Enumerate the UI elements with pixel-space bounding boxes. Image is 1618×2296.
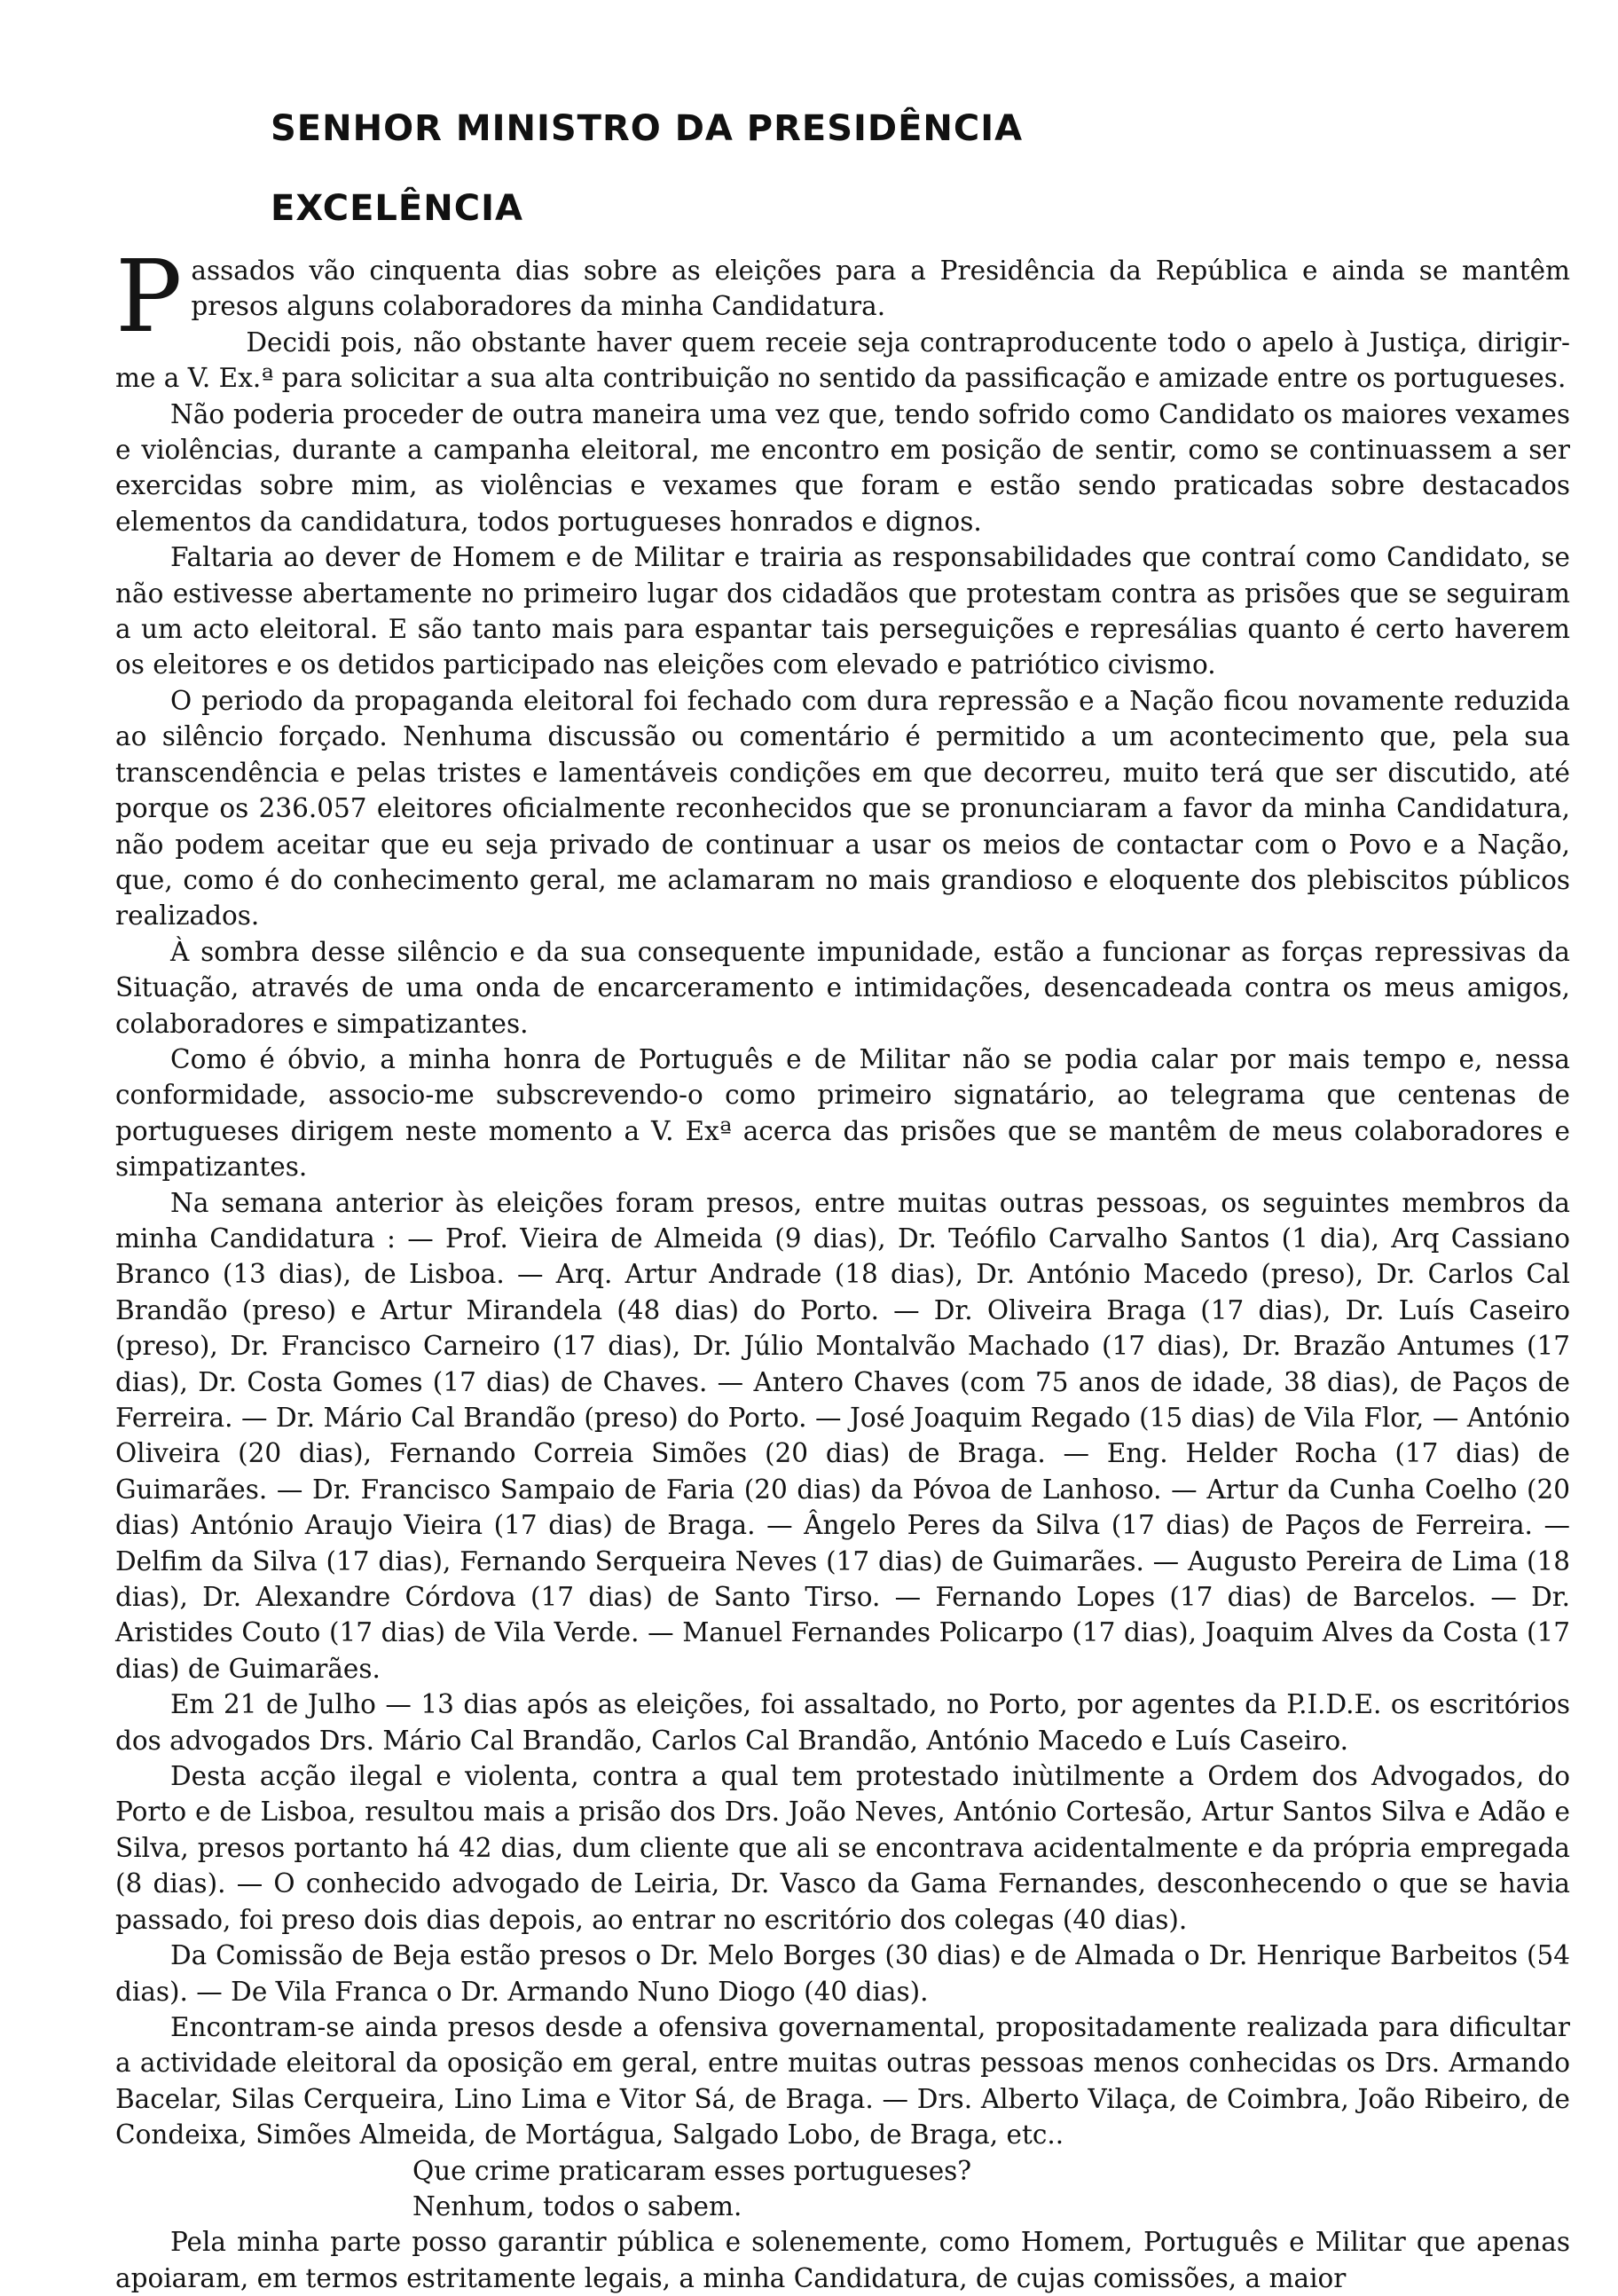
addressee-title: SENHOR MINISTRO DA PRESIDÊNCIA [271, 108, 1024, 149]
letter-header [271, 89, 1023, 248]
letter-body [115, 240, 1570, 2296]
paragraph: Encontram-se ainda presos desde a ofensiva governamental, propositadamente realizada para dificultar a actividade eleitoral da oposição em geral, entre muitas outras pessoas menos conhecidas os Drs. Armando Bacelar, Silas Cerqueira, Lino Lima e Vitor Sá, de Braga. — Drs. Alberto Vilaça, de Coimbra, João Ribeiro, de Condeixa, Simões Almeida, de Mortágua, Salgado Lobo, de Braga, etc.. [115, 2011, 1570, 2151]
paragraph: Na semana anterior às eleições foram presos, entre muitas outras pessoas, os seguintes membros da minha Candidatura : — Prof. Vieira de Almeida (9 dias), Dr. Teófilo Carvalho Santos (1 dia), Arq Cassiano Branco (13 dias), de Lisboa. — Arq. Artur Andrade (18 dias), Dr. António Macedo (preso), Dr. Carlos Cal Brandão (preso) e Artur Mirandela (48 dias) do Porto. — Dr. Oliveira Braga (17 dias), Dr. Luís Caseiro (preso), Dr. Francisco Carneiro (17 dias), Dr. Júlio Montalvão Machado (17 dias), Dr. Brazão Antumes (17 dias), Dr. Costa Gomes (17 dias) de Chaves. — Antero Chaves (com 75 anos de idade, 38 dias), de Paços de Ferreira. — Dr. Mário Cal Brandão (preso) do Porto. — José Joaquim Regado (15 dias) de Vila Flor, — António Oliveira (20 dias), Fernando Correia Simões (20 dias) de Braga. — Eng. Helder Rocha (17 dias) de Guimarães. — Dr. Francisco Sampaio de Faria (20 dias) da Póvoa de Lanhoso. — Artur da Cunha Coelho (20 dias) António Araujo Vieira (17 dias) de Braga. — Ângelo Peres da Silva (17 dias) de Paços de Ferreira. — Delfim da Silva (17 dias), Fernando Serqueira Neves (17 dias) de Guimarães. — Augusto Pereira de Lima (18 dias), Dr. Alexandre Córdova (17 dias) de Santo Tirso. — Fernando Lopes (17 dias) de Barcelos. — Dr. Aristides Couto (17 dias) de Vila Verde. — Manuel Fernandes Policarpo (17 dias), Joaquim Alves da Costa (17 dias) de Guimarães. [115, 1187, 1570, 1684]
paragraph: Pela minha parte posso garantir pública e solenemente, como Homem, Português e Militar que apenas apoiaram, em termos estritamente legais, a minha Candidatura, de cujas comissões, a maior [115, 2227, 1570, 2293]
paragraph: Passados vão cinquenta dias sobre as eleições para a Presidência da República e ainda se mantêm presos alguns colaboradores da minha Candidatura. [115, 240, 1570, 355]
paragraph: Faltaria ao dever de Homem e de Militar e trairia as responsabilidades que contraí como Candidato, se não estivesse abertamente no primeiro lugar dos cidadãos que protestam contra as prisões que se seguiram a um acto eleitoral. E são tanto mais para espantar tais perseguições e represálias quanto é certo haverem os eleitores e os detidos participado nas eleições com elevado e patriótico civismo. [115, 542, 1570, 680]
drop-cap: P [115, 240, 183, 355]
rhetorical-question: Que crime praticaram esses portugueses? [412, 2155, 972, 2186]
paragraph: Não poderia proceder de outra maneira uma vez que, tendo sofrido como Candidato os maiores vexames e violências, durante a campanha eleitoral, me encontro em posição de sentir, como se continuassem a ser exercidas sobre mim, as violências e vexames que foram e estão sendo praticadas sobre destacados elementos da candidatura, todos portugueses honrados e dignos. [115, 398, 1570, 537]
paragraph: O periodo da propaganda eleitoral foi fechado com dura repressão e a Nação ficou novamente reduzida ao silêncio forçado. Nenhuma discussão ou comentário é permitido a um acontecimento que, pela sua transcendência e pelas tristes e lamentáveis condições em que decorreu, muito terá que ser discutido, até porque os 236.057 eleitores oficialmente reconhecidos que se pronunciaram a favor da minha Candidatura, não podem aceitar que eu seja privado de continuar a usar os meios de contactar com o Povo e a Nação, que, como é do conhecimento geral, me aclamaram no mais grandioso e eloquente dos plebiscitos públicos realizados. [115, 685, 1570, 932]
paragraph: Da Comissão de Beja estão presos o Dr. Melo Borges (30 dias) e de Almada o Dr. Henrique Barbeitos (54 dias). — De Vila Franca o Dr. Armando Nuno Diogo (40 dias). [115, 1940, 1570, 2007]
paragraph: Desta acção ilegal e violenta, contra a qual tem protestado inùtilmente a Ordem dos Advogados, do Porto e de Lisboa, resultou mais a prisão dos Drs. João Neves, António Cortesão, Artur Santos Silva e Adão e Silva, presos portanto há 42 dias, dum cliente que ali se encontrava acidentalmente e da própria empregada (8 dias). — O conhecido advogado de Leiria, Dr. Vasco da Gama Fernandes, desconhecendo o que se havia passado, foi preso dois dias depois, ao entrar no escritório dos colegas (40 dias). [115, 1761, 1570, 1935]
salutation: EXCELÊNCIA [271, 188, 523, 229]
paragraph: Como é óbvio, a minha honra de Português e de Militar não se podia calar por mais tempo e, nessa conformidade, associo-me subscrevendo-o como primeiro signatário, ao telegrama que centenas de portugueses dirigem neste momento a V. Exª acerca das prisões que se mantêm de meus colaboradores e simpatizantes. [115, 1043, 1570, 1183]
paragraph: À sombra desse silêncio e da sua consequente impunidade, estão a funcionar as forças repressivas da Situação, através de uma onda de encarceramento e intimidações, desencadeada contra os meus amigos, colaboradores e simpatizantes. [115, 936, 1570, 1039]
paragraph: Em 21 de Julho — 13 dias após as eleições, foi assaltado, no Porto, por agentes da P.I.D.E. os escritórios dos advogados Drs. Mário Cal Brandão, Carlos Cal Brandão, António Macedo e Luís Caseiro. [115, 1689, 1570, 1756]
paragraph: Decidi pois, não obstante haver quem receie seja contraproducente todo o apelo à Justiça, dirigir-me a V. Ex.ª para solicitar a sua alta contribuição no sentido da passificação e amizade entre os portugueses. [115, 326, 1570, 394]
answer-line: Nenhum, todos o sabem. [412, 2190, 742, 2221]
